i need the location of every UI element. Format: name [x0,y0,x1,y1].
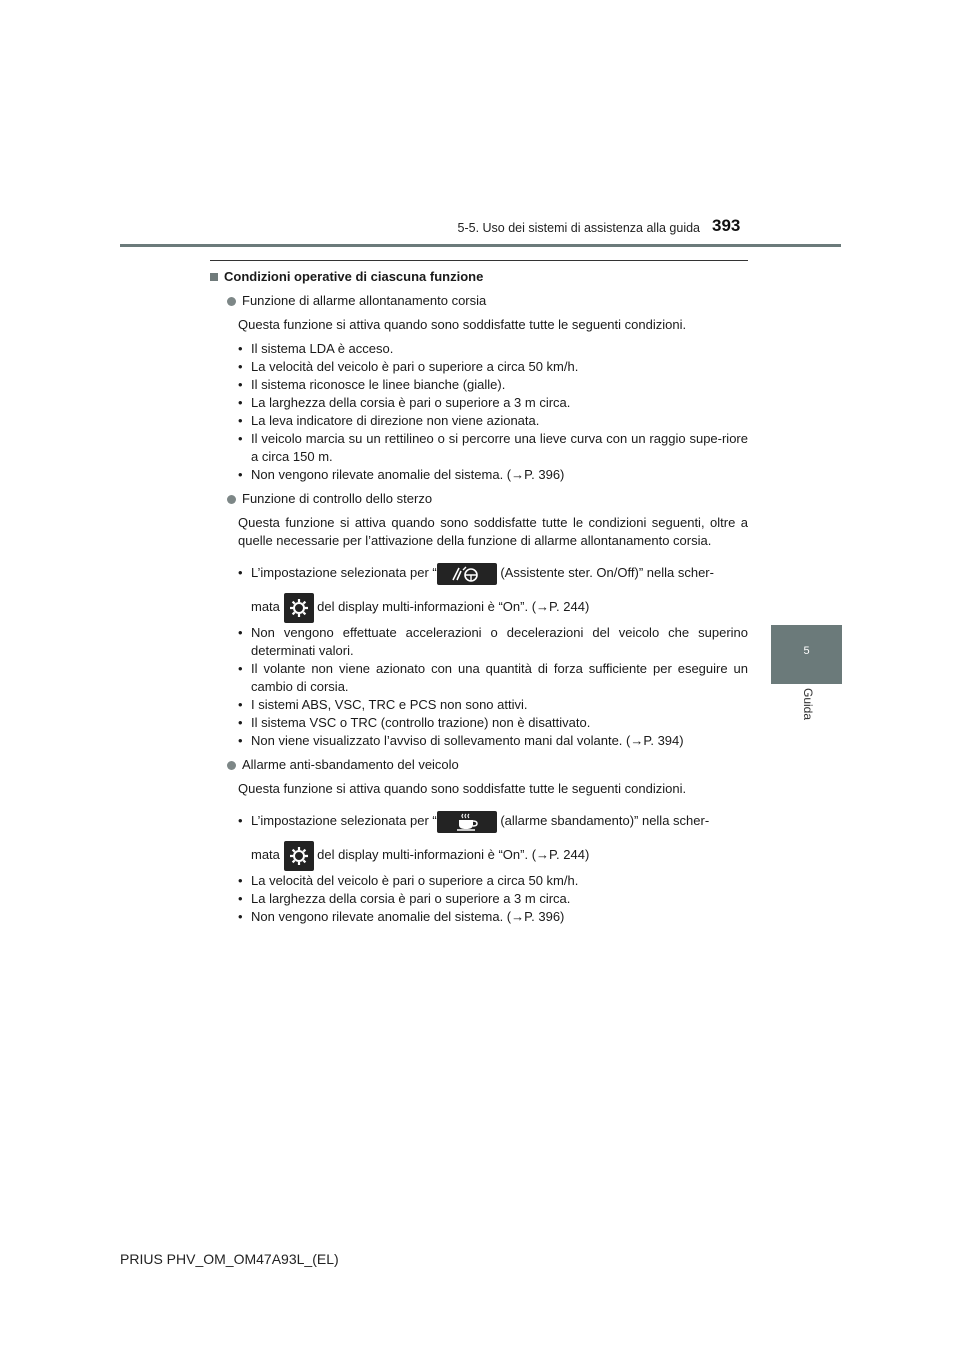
subsection-steering-title: Funzione di controllo dello sterzo [242,491,433,506]
list-item [238,466,748,484]
list-item [238,804,748,872]
chapter-number: 5 [803,645,810,657]
list-item [238,908,748,926]
page-number: 393 [712,216,741,235]
section-heading-text: Condizioni operative di ciascuna funzione [224,269,484,284]
section-heading [210,268,748,286]
list-item: • La larghezza della corsia è pari o superiore a 3 m circa. [238,890,748,908]
page-reference-link[interactable] [511,909,564,924]
circle-bullet-icon [227,495,236,504]
list-item-text: (allarme sbandamento)” nella scher- [496,813,710,828]
list-item: • Il sistema LDA è acceso. [238,340,748,358]
page-reference-link[interactable] [536,599,589,614]
arrow-icon: → [630,733,644,748]
subsection-lda-title: Funzione di allarme allontanamento corsia [242,293,487,308]
list-item: • Il volante non viene azionato con una quantità di forza sufficiente per eseguire un cambio di corsia. [238,660,748,696]
arrow-icon: → [536,599,550,614]
chapter-tab [771,625,842,684]
square-bullet-icon [210,273,218,281]
list-item: • I sistemi ABS, VSC, TRC e PCS non sono attivi. [238,696,748,714]
list-item: • La leva indicatore di direzione non viene azionata. [238,412,748,430]
sway-intro: Questa funzione si attiva quando sono soddisfatte tutte le seguenti condizioni. [238,781,687,796]
list-item-text: (Assistente ster. On/Off)” nella scher- [496,565,714,580]
page-reference-link[interactable] [536,847,589,862]
list-item: • Il sistema riconosce le linee bianche (gialle). [238,376,748,394]
subsection-lda [227,292,748,310]
page-reference-link[interactable] [630,733,683,748]
list-item: • La velocità del veicolo è pari o superiore a circa 50 km/h. [238,872,748,890]
steering-conditions [238,556,748,750]
coffee-cup-icon [437,811,497,833]
page-reference-link[interactable] [511,467,564,482]
subsection-sway [227,756,748,774]
subsection-sway-title: Allarme anti-sbandamento del veicolo [242,757,459,772]
steering-intro: Questa funzione si attiva quando sono soddisfatte tutte le condizioni seguenti, oltre a quelle necessarie per l’attivazione della funzione di allarme allontanamento corsia. [238,515,748,548]
lda-conditions [238,340,748,484]
main-content [210,268,748,926]
page-reference-text: P. 244) [549,847,590,862]
list-item: • La velocità del veicolo è pari o superiore a circa 50 km/h. [238,358,748,376]
circle-bullet-icon [227,297,236,306]
list-item: • La larghezza della corsia è pari o superiore a 3 m circa. [238,394,748,412]
subsection-steering [227,490,748,508]
list-item-text: Non vengono rilevate anomalie del sistema. ( [251,909,512,924]
section-rule [210,260,748,261]
page-reference-text: P. 396) [524,909,565,924]
steering-assist-icon [437,563,497,585]
gear-settings-icon [284,593,314,623]
list-item-text: mata [251,847,284,862]
gear-settings-icon [284,841,314,871]
header-rule [120,244,841,247]
list-item-text: Non vengono rilevate anomalie del sistema. ( [251,467,512,482]
list-item-text: mata [251,599,284,614]
lda-intro: Questa funzione si attiva quando sono soddisfatte tutte le seguenti condizioni. [238,317,687,332]
arrow-icon: → [511,909,525,924]
list-item [238,732,748,750]
list-item: • Il sistema VSC o TRC (controllo trazione) non è disattivato. [238,714,748,732]
circle-bullet-icon [227,761,236,770]
list-item-text: Non viene visualizzato l’avviso di sollevamento mani dal volante. ( [251,733,631,748]
sway-conditions [238,804,748,926]
list-item: • Il veicolo marcia su un rettilineo o si percorre una lieve curva con un raggio supe-riore a circa 150 m. [238,430,748,466]
chapter-label-text: Guida [801,688,815,721]
page-reference-text: P. 396) [524,467,565,482]
list-item-text: L’impostazione selezionata per “ [251,813,437,828]
page-reference-text: P. 244) [549,599,590,614]
page-reference-text: P. 394) [643,733,684,748]
chapter-label [798,688,818,748]
document-footer: PRIUS PHV_OM_OM47A93L_(EL) [120,1251,339,1267]
list-item-text: del display multi-informazioni è “On”. ( [313,847,537,862]
list-item-text: del display multi-informazioni è “On”. ( [313,599,537,614]
list-item-text: L’impostazione selezionata per “ [251,565,437,580]
arrow-icon: → [511,467,525,482]
list-item [238,556,748,624]
header-section-title: 5-5. Uso dei sistemi di assistenza alla guida [457,221,700,235]
arrow-icon: → [536,847,550,862]
list-item: • Non vengono effettuate accelerazioni o decelerazioni del veicolo che superino determinati valori. [238,624,748,660]
